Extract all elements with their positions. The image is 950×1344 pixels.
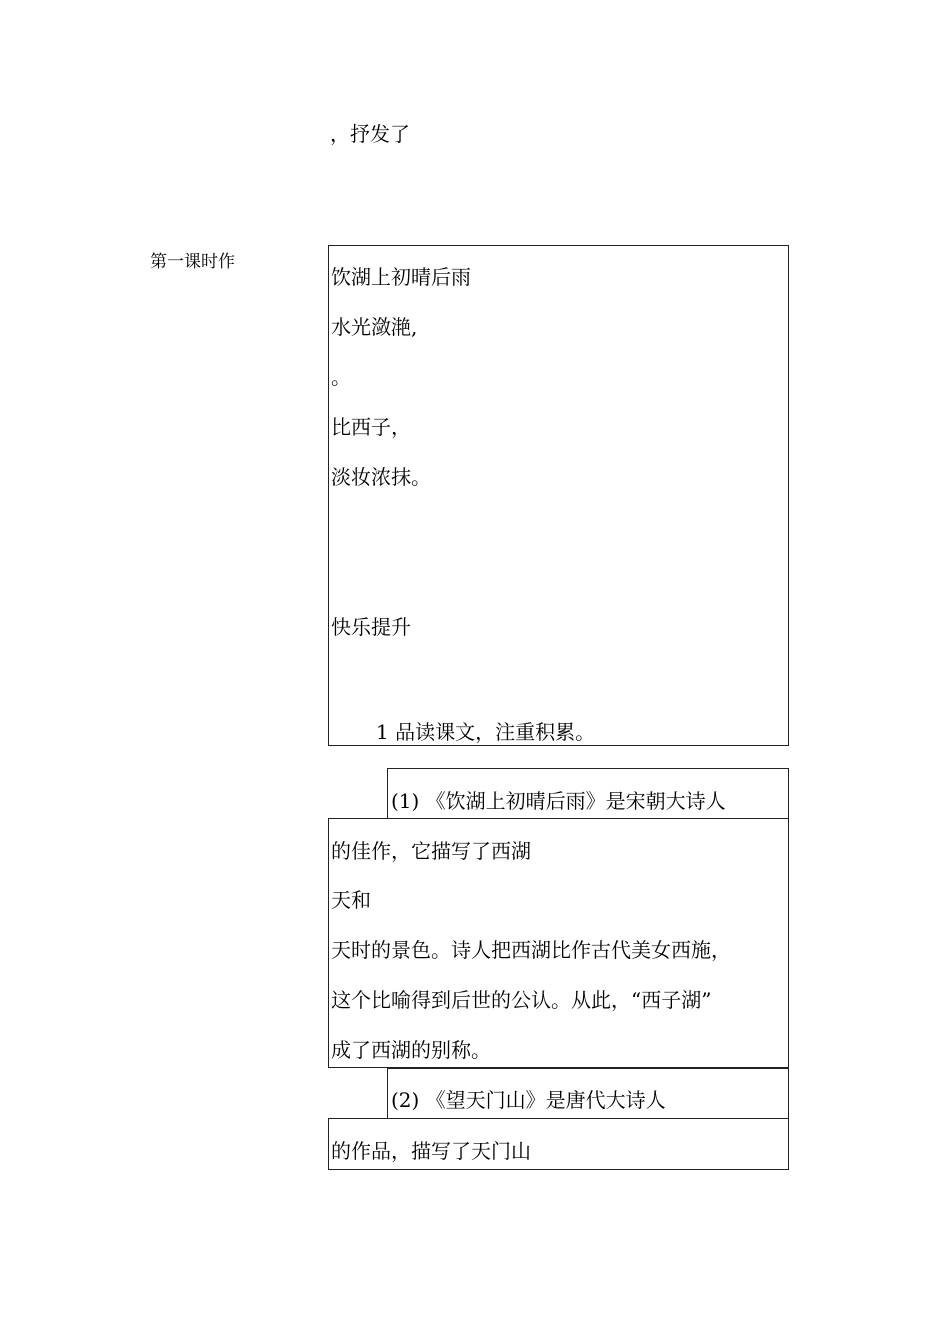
poem-line-1: 水光潋滟, <box>331 315 418 339</box>
top-fragment: ，抒发了 <box>330 122 410 146</box>
q2-line-1: 的作品，描写了天门山 <box>331 1139 531 1163</box>
q1-header: (1) 《饮湖上初晴后雨》是宋朝大诗人 <box>391 789 726 813</box>
q1-line-4: 这个比喻得到后世的公认。从此，“西子湖” <box>331 988 712 1012</box>
q1-line-1: 的佳作，它描写了西湖 <box>331 839 531 863</box>
q1-line-5: 成了西湖的别称。 <box>331 1038 491 1062</box>
poem-line-2: 。 <box>331 365 351 389</box>
q1-line-2: 天和 <box>331 888 371 912</box>
poem-title: 饮湖上初晴后雨 <box>331 265 471 289</box>
q2-header: (2) 《望天门山》是唐代大诗人 <box>391 1088 666 1112</box>
exercise-instruction: 1 品读课文，注重积累。 <box>376 720 596 744</box>
side-label: 第一课时作 <box>150 252 235 272</box>
poem-line-4: 淡妆浓抹。 <box>331 465 431 489</box>
section-heading: 快乐提升 <box>331 615 411 639</box>
q1-line-3: 天时的景色。诗人把西湖比作古代美女西施， <box>331 938 731 962</box>
poem-line-3: 比西子， <box>331 415 411 439</box>
